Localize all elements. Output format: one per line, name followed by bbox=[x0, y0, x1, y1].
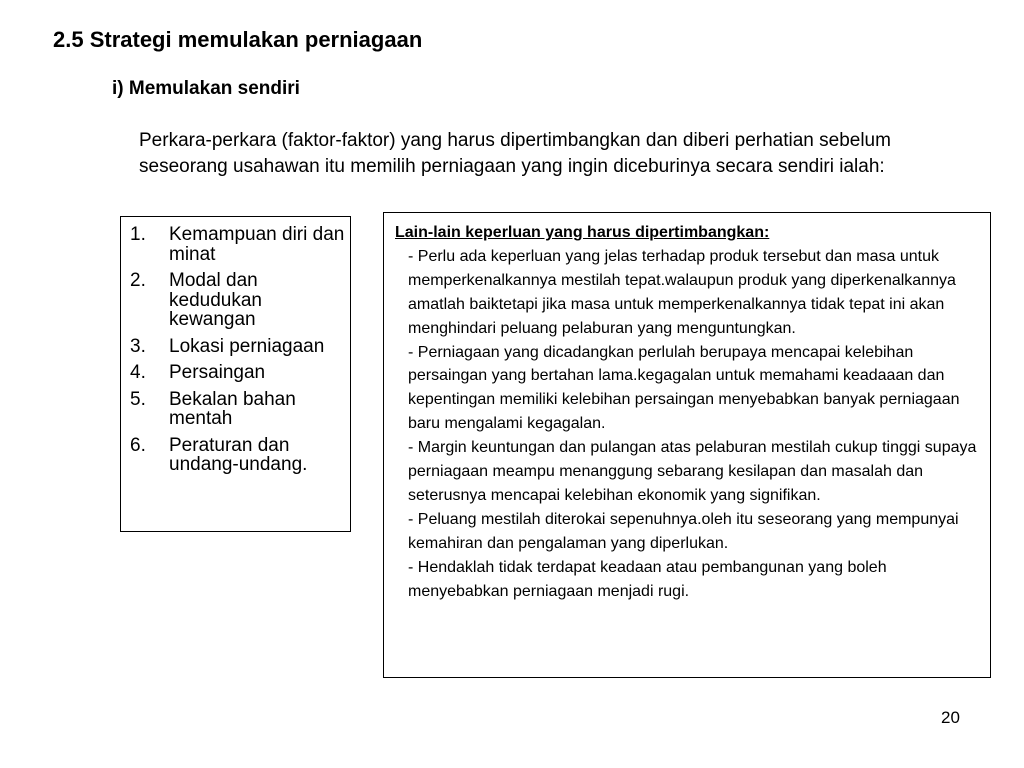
consideration-item: - Perniagaan yang dicadangkan perlulah berupaya mencapai kelebihan persaingan yang bertahan lama.kegagalan untuk memahami keadaaan dan kepentingan memiliki kelebihan persaingan menyebabkan banyak perniagaan baru mengalami kegagalan. bbox=[408, 343, 960, 433]
list-item bbox=[121, 390, 350, 429]
consideration-item: - Perlu ada keperluan yang jelas terhadap produk tersebut dan masa untuk memperkenalkannya mestilah tepat.walaupun produk yang diperkenalkannya amatlah baiktetapi jika masa untuk memperkenalkannya tidak tepat ini akan menghindari peluang pelaburan yang menguntungkan. bbox=[408, 247, 956, 337]
list-item bbox=[121, 436, 350, 475]
list-item-text: Kemampuan diri dan minat bbox=[169, 224, 345, 265]
consideration-item: - Hendaklah tidak terdapat keadaan atau pembangunan yang boleh menyebabkan perniagaan menjadi rugi. bbox=[408, 558, 887, 600]
list-item-text: Bekalan bahan mentah bbox=[169, 388, 296, 429]
considerations-box bbox=[383, 212, 991, 678]
list-number: 4. bbox=[130, 362, 146, 383]
list-item-text: Lokasi perniagaan bbox=[169, 335, 325, 357]
page-number: 20 bbox=[941, 708, 960, 727]
factors-box bbox=[120, 216, 351, 532]
list-item bbox=[121, 225, 350, 264]
slide-title: 2.5 Strategi memulakan perniagaan bbox=[53, 27, 423, 52]
intro-paragraph: Perkara-perkara (faktor-faktor) yang harus dipertimbangkan dan diberi perhatian sebelum seseorang usahawan itu memilih perniagaan yang ingin diceburinya secara sendiri ialah: bbox=[139, 130, 891, 177]
list-number: 1. bbox=[130, 224, 146, 245]
list-number: 5. bbox=[130, 388, 146, 410]
consideration-item: - Margin keuntungan dan pulangan atas pelaburan mestilah cukup tinggi supaya perniagaan meampu menanggung sebarang kesilapan dan masalah dan seterusnya mencapai kelebihan ekonomik yang signifikan. bbox=[408, 439, 977, 504]
list-item bbox=[121, 363, 350, 383]
factors-list bbox=[121, 217, 350, 475]
considerations-heading: Lain-lain keperluan yang harus dipertimbangkan: bbox=[395, 224, 770, 241]
consideration-item: - Peluang mestilah diterokai sepenuhnya.oleh itu seseorang yang mempunyai kemahiran dan pengalaman yang diperlukan. bbox=[408, 510, 959, 552]
list-item-text: Peraturan dan undang-undang. bbox=[169, 434, 308, 475]
list-item-text: Modal dan kedudukan kewangan bbox=[169, 270, 262, 330]
list-item bbox=[121, 337, 350, 357]
list-number: 3. bbox=[130, 335, 146, 357]
list-item-text: Persaingan bbox=[169, 362, 266, 383]
list-number: 2. bbox=[130, 270, 146, 291]
section-subtitle: i) Memulakan sendiri bbox=[112, 78, 300, 99]
list-item bbox=[121, 271, 350, 330]
list-number: 6. bbox=[130, 434, 146, 456]
